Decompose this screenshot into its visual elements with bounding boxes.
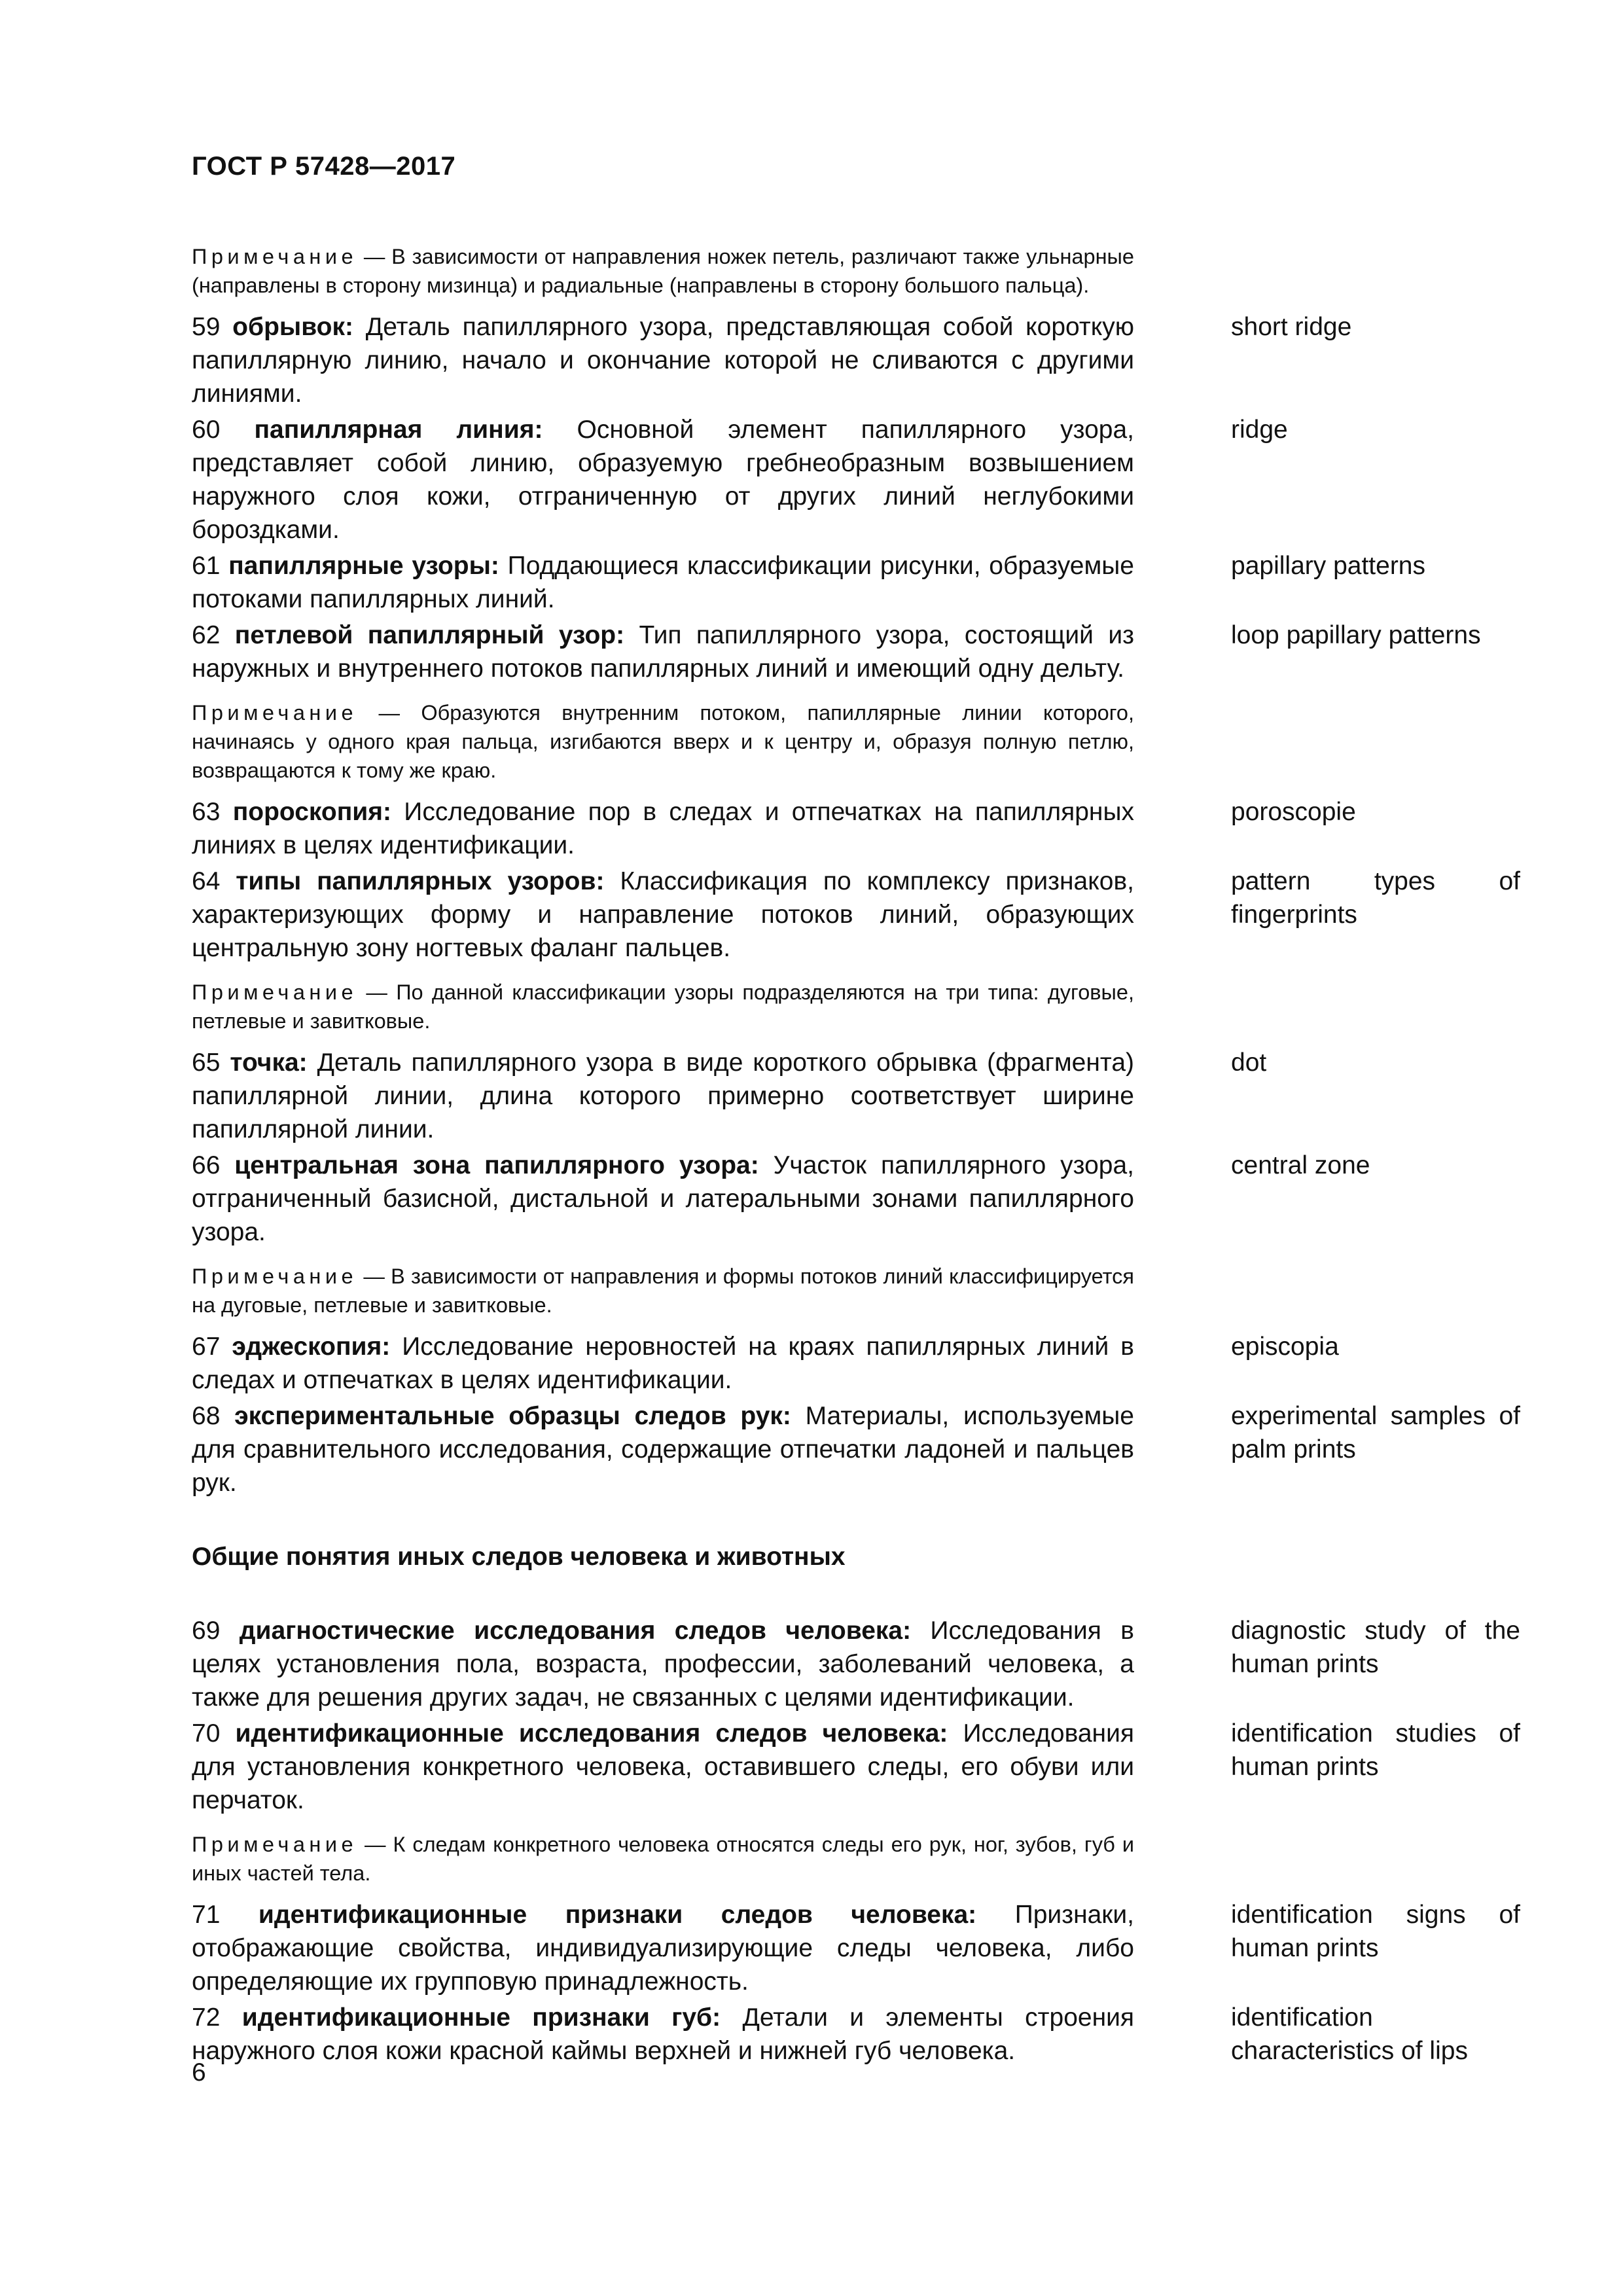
note-paragraph bbox=[192, 698, 1134, 785]
term-name: экспериментальные образцы следов рук: bbox=[234, 1402, 791, 1430]
term-definition bbox=[192, 1399, 1134, 1499]
term-name: идентификационные признаки следов человека: bbox=[258, 1901, 977, 1929]
term-name: идентификационные признаки губ: bbox=[241, 2003, 721, 2032]
terms-block-1 bbox=[192, 232, 1520, 1502]
term-definition bbox=[192, 1898, 1134, 1998]
term-definition-text: Участок папиллярного узора, отграниченный базисной, дистальной и латеральными зонами папиллярного узора. bbox=[192, 1151, 1135, 1246]
term-number: 67 bbox=[192, 1333, 221, 1361]
term-definition-text: Поддающиеся классификации рисунки, образуемые потоками папиллярных линий. bbox=[192, 552, 1134, 613]
term-definition-text: Исследования для установления конкретного человека, оставившего следы, его обуви или перчаток. bbox=[192, 1719, 1134, 1814]
term-number: 63 bbox=[192, 798, 221, 826]
spacer bbox=[192, 232, 1520, 242]
term-entry bbox=[192, 795, 1520, 862]
term-name: типы папиллярных узоров: bbox=[236, 867, 605, 895]
term-definition-text: Материалы, используемые для сравнительного исследования, содержащие отпечатки ладоней и пальцев рук. bbox=[192, 1402, 1134, 1497]
term-entry bbox=[192, 619, 1520, 685]
term-entry bbox=[192, 549, 1520, 616]
note-paragraph bbox=[192, 1830, 1134, 1888]
english-equivalent: episcopia bbox=[1231, 1333, 1339, 1361]
term-number: 60 bbox=[192, 416, 221, 444]
spacer bbox=[192, 688, 1520, 698]
term-definition bbox=[192, 865, 1134, 965]
term-number: 72 bbox=[192, 2003, 221, 2032]
term-definition bbox=[192, 1046, 1134, 1146]
english-equivalent: identification studies of human prints bbox=[1231, 1719, 1520, 1781]
term-definition bbox=[192, 1149, 1134, 1249]
term-entry bbox=[192, 1399, 1520, 1499]
term-entry bbox=[192, 1330, 1520, 1397]
english-equivalent: central zone bbox=[1231, 1151, 1370, 1179]
english-equivalent: ridge bbox=[1231, 416, 1288, 444]
spacer bbox=[192, 1888, 1520, 1898]
page-content bbox=[192, 232, 1520, 2070]
term-entry bbox=[192, 413, 1520, 547]
term-definition bbox=[192, 1717, 1134, 1817]
term-definition-text: Исследования в целях установления пола, возраста, профессии, заболеваний человека, а также для решения других задач, не связанных с целями идентификации. bbox=[192, 1617, 1134, 1712]
term-name: папиллярные узоры: bbox=[228, 552, 499, 580]
term-definition-text: Признаки, отображающие свойства, индивидуализирующие следы человека, либо определяющие их групповую принадлежность. bbox=[192, 1901, 1134, 1996]
term-definition-text: Детали и элементы строения наружного слоя кожи красной каймы верхней и нижней губ человека. bbox=[192, 2003, 1135, 2065]
note-label: Примечание bbox=[192, 1265, 358, 1288]
term-name: пороскопия: bbox=[232, 798, 391, 826]
term-name: обрывок: bbox=[232, 313, 354, 341]
term-number: 61 bbox=[192, 552, 221, 580]
term-number: 59 bbox=[192, 313, 221, 341]
spacer bbox=[192, 1319, 1520, 1330]
term-entry bbox=[192, 1149, 1520, 1249]
note-text: — В зависимости от направления и формы потоков линий классифицируется на дуговые, петлевые и завитковые. bbox=[192, 1265, 1134, 1317]
term-number: 68 bbox=[192, 1402, 221, 1430]
term-number: 71 bbox=[192, 1901, 221, 1929]
term-entry bbox=[192, 1614, 1520, 1714]
term-number: 65 bbox=[192, 1049, 221, 1077]
english-equivalent: poroscopie bbox=[1231, 798, 1356, 826]
term-number: 70 bbox=[192, 1719, 221, 1748]
spacer bbox=[192, 2068, 1520, 2070]
term-definition-text: Деталь папиллярного узора в виде короткого обрывка (фрагмента) папиллярной линии, длина которого примерно соответствует ширине папиллярной линии. bbox=[192, 1049, 1135, 1143]
term-definition bbox=[192, 2001, 1134, 2068]
english-equivalent: identification signs of human prints bbox=[1231, 1901, 1520, 1962]
english-equivalent: pattern types of fingerprints bbox=[1231, 867, 1520, 929]
note-text: — К следам конкретного человека относятся следы его рук, ног, зубов, губ и иных частей тела. bbox=[192, 1833, 1134, 1885]
term-definition-text: Классификация по комплексу признаков, характеризующих форму и направление потоков линий, образующих центральную зону ногтевых фаланг пальцев. bbox=[192, 867, 1134, 962]
term-definition bbox=[192, 413, 1134, 547]
term-name: идентификационные исследования следов человека: bbox=[235, 1719, 948, 1748]
note-label: Примечание bbox=[192, 701, 358, 725]
page-number: 6 bbox=[192, 2058, 206, 2087]
term-entry bbox=[192, 1717, 1520, 1817]
document-code-header: ГОСТ Р 57428—2017 bbox=[192, 152, 456, 181]
section-title: Общие понятия иных следов человека и животных bbox=[192, 1543, 846, 1571]
spacer bbox=[192, 1499, 1520, 1502]
note-text: — По данной классификации узоры подразделяются на три типа: дуговые, петлевые и завитковые. bbox=[192, 980, 1134, 1033]
term-entry bbox=[192, 310, 1520, 410]
note-label: Примечание bbox=[192, 1833, 358, 1856]
note-label: Примечание bbox=[192, 980, 358, 1004]
spacer bbox=[192, 967, 1520, 978]
term-name: эджескопия: bbox=[232, 1333, 391, 1361]
term-definition bbox=[192, 549, 1134, 616]
term-definition-text: Деталь папиллярного узора, представляющая собой короткую папиллярную линию, начало и окончание которой не сливаются с другими линиями. bbox=[192, 313, 1134, 408]
note-text: — В зависимости от направления ножек петель, различают также ульнарные (направлены в сторону мизинца) и радиальные (направлены в сторону большого пальца). bbox=[192, 245, 1134, 297]
term-definition bbox=[192, 619, 1134, 685]
english-equivalent: papillary patterns bbox=[1231, 552, 1425, 580]
term-name: папиллярная линия: bbox=[254, 416, 543, 444]
term-definition-text: Тип папиллярного узора, состоящий из наружных и внутреннего потоков папиллярных линий и имеющий одну дельту. bbox=[192, 621, 1134, 683]
term-number: 62 bbox=[192, 621, 221, 649]
english-equivalent: dot bbox=[1231, 1049, 1267, 1077]
english-equivalent: diagnostic study of the human prints bbox=[1231, 1617, 1520, 1678]
note-label: Примечание bbox=[192, 245, 358, 268]
note-paragraph bbox=[192, 242, 1134, 300]
term-name: центральная зона папиллярного узора: bbox=[234, 1151, 759, 1179]
term-entry bbox=[192, 1046, 1520, 1146]
term-definition-text: Основной элемент папиллярного узора, представляет собой линию, образуемую гребнеобразным возвышением наружного слоя кожи, отграниченную от других линий неглубокими бороздками. bbox=[192, 416, 1134, 544]
term-entry bbox=[192, 865, 1520, 965]
term-definition-text: Исследование пор в следах и отпечатках на папиллярных линиях в целях идентификации. bbox=[192, 798, 1135, 859]
term-name: петлевой папиллярный узор: bbox=[234, 621, 625, 649]
term-number: 64 bbox=[192, 867, 221, 895]
term-definition-text: Исследование неровностей на краях папиллярных линий в следах и отпечатках в целях идентификации. bbox=[192, 1333, 1134, 1394]
english-equivalent: loop papillary patterns bbox=[1231, 621, 1481, 649]
note-paragraph bbox=[192, 1262, 1134, 1319]
spacer bbox=[192, 1251, 1520, 1262]
english-equivalent: identification characteristics of lips bbox=[1231, 2003, 1468, 2065]
term-number: 69 bbox=[192, 1617, 221, 1645]
term-name: точка: bbox=[230, 1049, 308, 1077]
term-definition bbox=[192, 1330, 1134, 1397]
english-equivalent: experimental samples of palm prints bbox=[1231, 1402, 1520, 1463]
term-definition bbox=[192, 310, 1134, 410]
term-name: диагностические исследования следов человека: bbox=[239, 1617, 912, 1645]
spacer bbox=[192, 1820, 1520, 1830]
spacer bbox=[192, 785, 1520, 795]
english-equivalent: short ridge bbox=[1231, 313, 1352, 341]
term-definition bbox=[192, 795, 1134, 862]
note-paragraph bbox=[192, 978, 1134, 1035]
term-entry bbox=[192, 1898, 1520, 1998]
term-entry bbox=[192, 2001, 1520, 2068]
terms-block-2 bbox=[192, 1614, 1520, 2070]
note-text: — Образуются внутренним потоком, папиллярные линии которого, начинаясь у одного края пальца, изгибаются вверх и к центру и, образуя полную петлю, возвращаются к тому же краю. bbox=[192, 701, 1134, 782]
spacer bbox=[192, 1035, 1520, 1046]
term-definition bbox=[192, 1614, 1134, 1714]
spacer bbox=[192, 300, 1520, 310]
term-number: 66 bbox=[192, 1151, 221, 1179]
